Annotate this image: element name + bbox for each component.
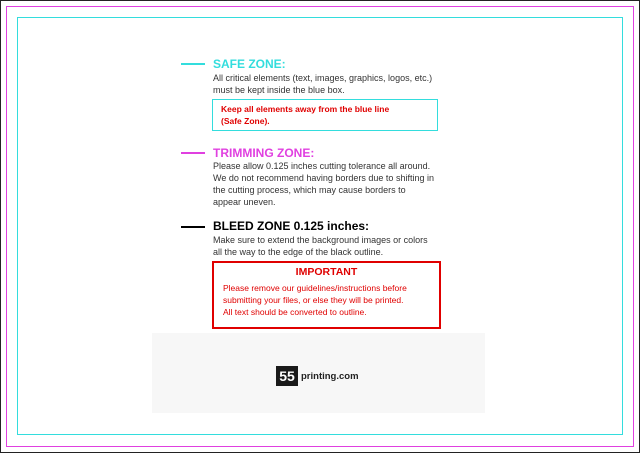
text-line: Please allow 0.125 inches cutting tolerance all around. [213,161,431,171]
text-line: Please remove our guidelines/instructions before [223,283,407,293]
text-line: We do not recommend having borders due to shifting in [213,173,434,183]
bleed-zone-description [213,234,428,258]
bleed-zone-marker [181,226,205,228]
safe-zone-marker [181,63,205,65]
trimming-zone-heading: TRIMMING ZONE: [213,146,315,160]
important-notice-box [212,261,441,329]
text-line: the cutting process, which may cause borders to [213,185,406,195]
trimming-zone-marker [181,152,205,154]
logo-text: printing.com [301,370,359,382]
bleed-zone-heading: BLEED ZONE 0.125 inches: [213,219,370,233]
safe-zone-heading: SAFE ZONE: [213,57,286,71]
text-line: All critical elements (text, images, graphics, logos, etc.) [213,73,433,83]
safe-zone-description [213,72,432,96]
text-line: submitting your files, or else they will be printed. [223,295,404,305]
text-line: Make sure to extend the background images or colors [213,235,428,245]
text-line: (Safe Zone). [221,116,270,126]
text-line: must be kept inside the blue box. [213,85,345,95]
text-line: all the way to the edge of the black outline. [213,247,384,257]
safe-zone-note-box [212,99,438,131]
text-line: appear uneven. [213,197,276,207]
logo-number: 55 [276,366,298,386]
brand-logo [276,366,359,386]
text-line: Keep all elements away from the blue line [221,104,390,114]
text-line: All text should be converted to outline. [223,307,367,317]
trimming-zone-description [213,160,434,208]
important-title: IMPORTANT [295,266,358,278]
